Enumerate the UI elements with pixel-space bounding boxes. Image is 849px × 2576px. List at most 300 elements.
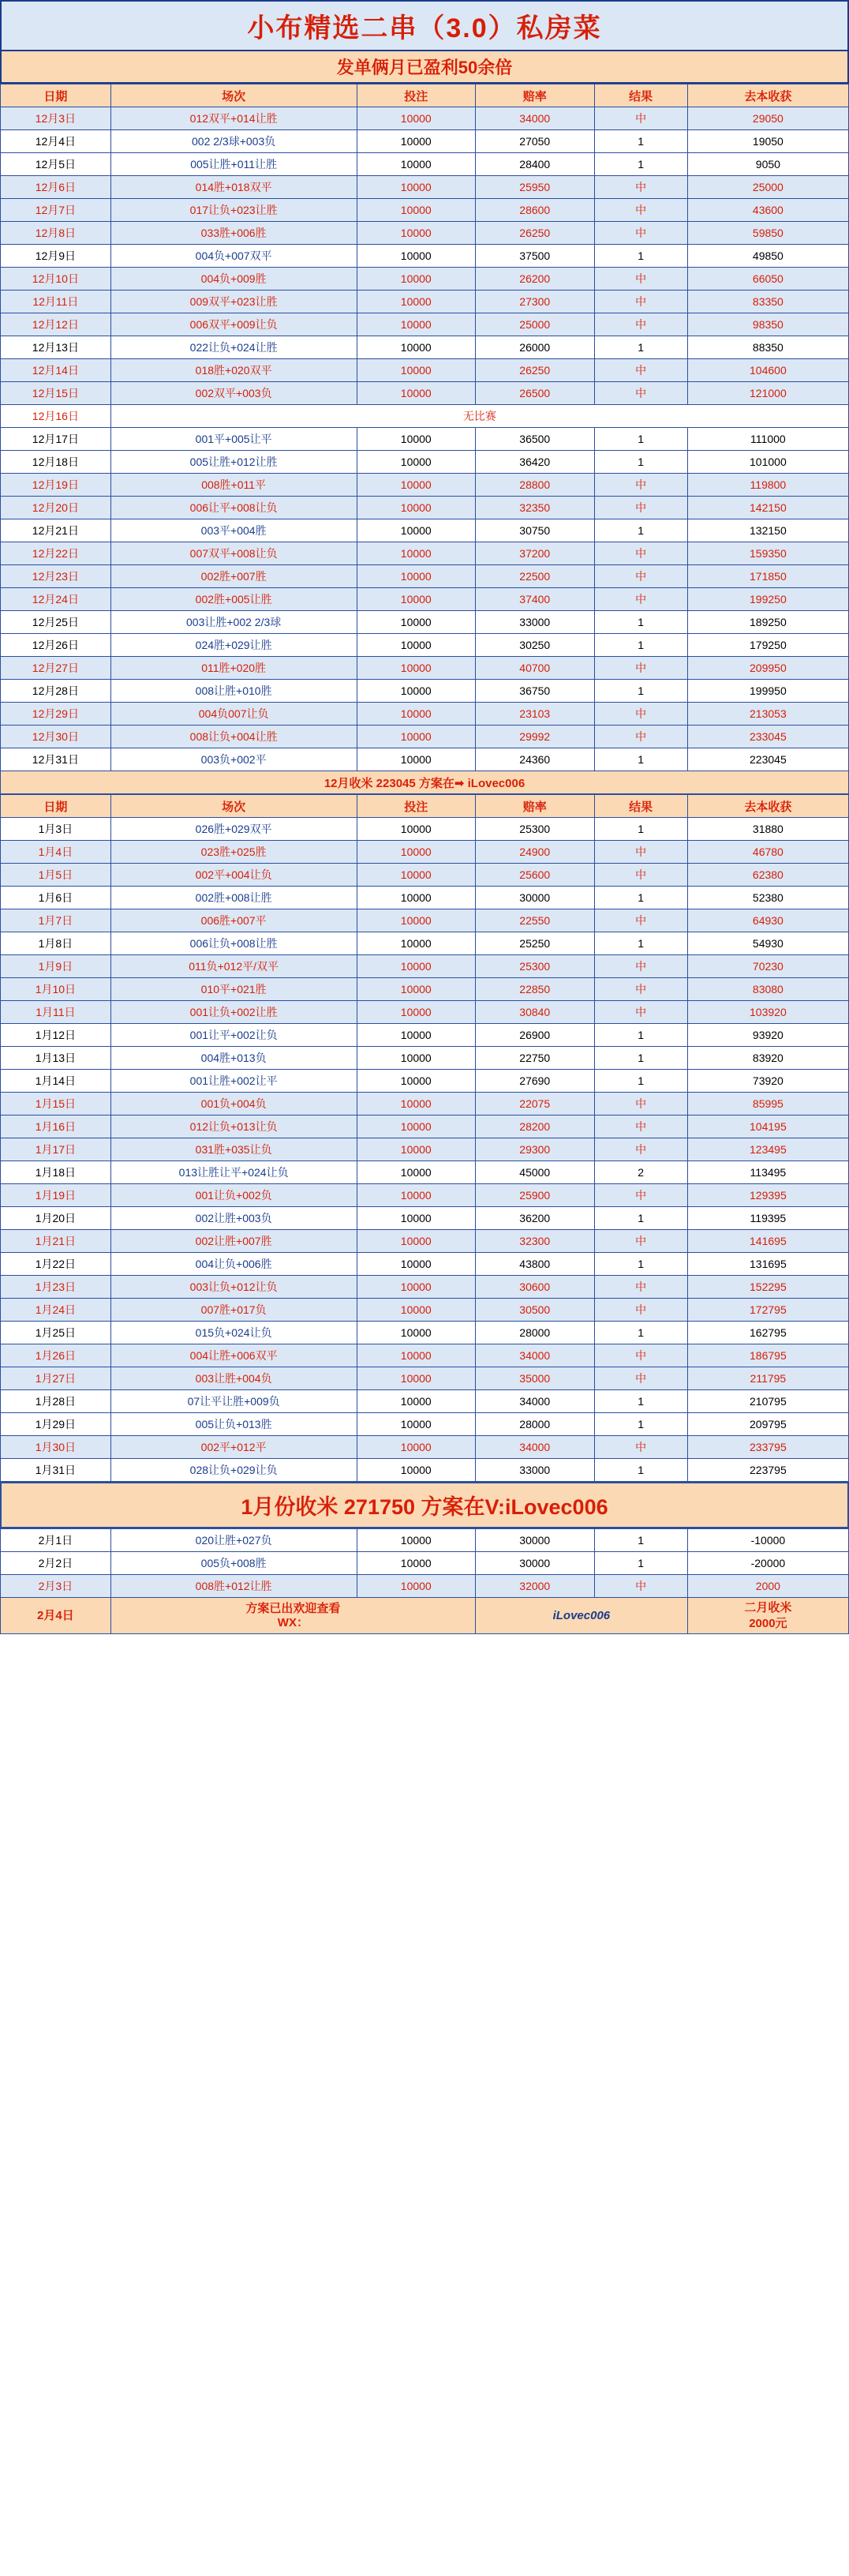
row-profit: 162795 (687, 1322, 848, 1344)
table-row (1, 611, 849, 634)
row-odds: 34000 (476, 1390, 595, 1413)
row-odds: 22500 (476, 565, 595, 588)
row-date: 12月12日 (1, 313, 111, 336)
row-bet: 10000 (357, 245, 476, 268)
table-row (1, 932, 849, 955)
row-result: 1 (594, 1047, 687, 1070)
row-bet: 10000 (357, 313, 476, 336)
row-match: 023胜+025胜 (110, 841, 357, 864)
table-row (1, 176, 849, 199)
row-odds: 28600 (476, 199, 595, 222)
row-bet: 10000 (357, 909, 476, 932)
table-row (1, 1024, 849, 1047)
table-row (1, 405, 849, 428)
row-odds: 25950 (476, 176, 595, 199)
row-profit: 73920 (687, 1070, 848, 1093)
row-profit: 159350 (687, 542, 848, 565)
row-result: 中 (594, 107, 687, 130)
row-odds: 26250 (476, 222, 595, 245)
row-bet: 10000 (357, 1552, 476, 1575)
row-odds: 40700 (476, 657, 595, 680)
table-row (1, 1575, 849, 1598)
table-row (1, 1207, 849, 1230)
row-date: 1月8日 (1, 932, 111, 955)
row-result: 中 (594, 1093, 687, 1116)
row-match: 008胜+011平 (110, 474, 357, 497)
table-row (1, 588, 849, 611)
row-odds: 25600 (476, 864, 595, 887)
row-bet: 10000 (357, 680, 476, 703)
row-match: 003让胜+004负 (110, 1367, 357, 1390)
row-date: 1月22日 (1, 1253, 111, 1276)
table-row (1, 428, 849, 451)
february-table (0, 1528, 849, 1634)
row-match: 013让胜让平+024让负 (110, 1161, 357, 1184)
row-odds: 28800 (476, 474, 595, 497)
table-row (1, 657, 849, 680)
row-result: 中 (594, 1001, 687, 1024)
row-profit: 179250 (687, 634, 848, 657)
row-date: 12月30日 (1, 726, 111, 748)
row-date: 1月29日 (1, 1413, 111, 1436)
row-bet: 10000 (357, 955, 476, 978)
row-bet: 10000 (357, 1024, 476, 1047)
row-profit: 209795 (687, 1413, 848, 1436)
row-bet: 10000 (357, 1047, 476, 1070)
row-profit: 189250 (687, 611, 848, 634)
table-row (1, 1299, 849, 1322)
row-odds: 22550 (476, 909, 595, 932)
row-result: 中 (594, 497, 687, 519)
row-match: 031胜+035让负 (110, 1138, 357, 1161)
february-footer-note (110, 1598, 475, 1634)
row-note: 无比赛 (110, 405, 848, 428)
row-result: 2 (594, 1161, 687, 1184)
row-odds: 28400 (476, 153, 595, 176)
row-date: 1月21日 (1, 1230, 111, 1253)
row-bet: 10000 (357, 474, 476, 497)
row-odds: 28000 (476, 1322, 595, 1344)
row-bet: 10000 (357, 1322, 476, 1344)
row-profit: 49850 (687, 245, 848, 268)
row-odds: 25300 (476, 818, 595, 841)
row-date: 12月16日 (1, 405, 111, 428)
table-row (1, 909, 849, 932)
row-profit: 62380 (687, 864, 848, 887)
row-profit: 54930 (687, 932, 848, 955)
row-odds: 34000 (476, 1344, 595, 1367)
row-match: 014胜+018双平 (110, 176, 357, 199)
row-bet: 10000 (357, 726, 476, 748)
row-date: 1月13日 (1, 1047, 111, 1070)
table-header-row (1, 84, 849, 107)
row-profit: 70230 (687, 955, 848, 978)
row-result: 中 (594, 1138, 687, 1161)
row-odds: 30750 (476, 519, 595, 542)
row-odds: 25250 (476, 932, 595, 955)
row-result: 1 (594, 1529, 687, 1552)
row-result: 中 (594, 909, 687, 932)
row-profit: 210795 (687, 1390, 848, 1413)
row-profit: 103920 (687, 1001, 848, 1024)
row-profit: 83920 (687, 1047, 848, 1070)
row-profit: 83080 (687, 978, 848, 1001)
footer-note-line2: WX： (277, 1615, 309, 1629)
row-bet: 10000 (357, 1367, 476, 1390)
table-row (1, 1390, 849, 1413)
row-profit: 52380 (687, 887, 848, 909)
row-result: 中 (594, 588, 687, 611)
row-odds: 45000 (476, 1161, 595, 1184)
row-match: 003让负+012让负 (110, 1276, 357, 1299)
row-match: 017让负+023让胜 (110, 199, 357, 222)
row-odds: 37200 (476, 542, 595, 565)
row-match: 008胜+012让胜 (110, 1575, 357, 1598)
row-odds: 26250 (476, 359, 595, 382)
row-odds: 22850 (476, 978, 595, 1001)
table-row (1, 451, 849, 474)
row-match: 004让胜+006双平 (110, 1344, 357, 1367)
row-odds: 27050 (476, 130, 595, 153)
row-profit: 19050 (687, 130, 848, 153)
row-result: 1 (594, 1552, 687, 1575)
row-result: 1 (594, 451, 687, 474)
row-odds: 37400 (476, 588, 595, 611)
table-header-row (1, 795, 849, 818)
page-title: 小布精选二串（3.0）私房菜 (247, 13, 602, 43)
row-odds: 22075 (476, 1093, 595, 1116)
row-date: 1月17日 (1, 1138, 111, 1161)
row-profit: 43600 (687, 199, 848, 222)
row-bet: 10000 (357, 1529, 476, 1552)
row-odds: 25000 (476, 313, 595, 336)
row-odds: 36420 (476, 451, 595, 474)
row-profit: -20000 (687, 1552, 848, 1575)
col-match: 场次 (110, 84, 357, 107)
col-profit: 去本收获 (687, 795, 848, 818)
row-result: 中 (594, 313, 687, 336)
row-bet: 10000 (357, 199, 476, 222)
row-result: 1 (594, 611, 687, 634)
table-row (1, 1093, 849, 1116)
row-match: 020让胜+027负 (110, 1529, 357, 1552)
row-date: 12月18日 (1, 451, 111, 474)
row-bet: 10000 (357, 176, 476, 199)
footer-note-line1: 方案已出欢迎查看 (245, 1601, 341, 1615)
row-date: 1月25日 (1, 1322, 111, 1344)
row-profit: 152295 (687, 1276, 848, 1299)
row-bet: 10000 (357, 841, 476, 864)
row-date: 1月4日 (1, 841, 111, 864)
row-date: 1月19日 (1, 1184, 111, 1207)
row-profit: 199250 (687, 588, 848, 611)
february-footer-contact[interactable]: iLovec006 (476, 1598, 688, 1634)
row-date: 1月23日 (1, 1276, 111, 1299)
row-date: 12月23日 (1, 565, 111, 588)
row-result: 中 (594, 841, 687, 864)
row-odds: 23103 (476, 703, 595, 726)
row-date: 12月29日 (1, 703, 111, 726)
row-odds: 33000 (476, 611, 595, 634)
row-profit: 66050 (687, 268, 848, 291)
row-result: 中 (594, 565, 687, 588)
table-row (1, 887, 849, 909)
table-row (1, 107, 849, 130)
row-odds: 25300 (476, 955, 595, 978)
row-result: 中 (594, 1184, 687, 1207)
january-table (0, 794, 849, 1482)
row-match: 010平+021胜 (110, 978, 357, 1001)
row-bet: 10000 (357, 864, 476, 887)
row-date: 12月20日 (1, 497, 111, 519)
february-footer-total (687, 1598, 848, 1634)
row-result: 中 (594, 1299, 687, 1322)
row-result: 中 (594, 359, 687, 382)
table-row (1, 1367, 849, 1390)
row-date: 1月31日 (1, 1459, 111, 1482)
december-body (1, 107, 849, 771)
row-result: 1 (594, 1413, 687, 1436)
row-match: 015负+024让负 (110, 1322, 357, 1344)
row-profit: 104600 (687, 359, 848, 382)
row-date: 12月28日 (1, 680, 111, 703)
row-match: 001平+005让平 (110, 428, 357, 451)
row-odds: 34000 (476, 107, 595, 130)
row-bet: 10000 (357, 1001, 476, 1024)
row-odds: 30500 (476, 1299, 595, 1322)
row-bet: 10000 (357, 497, 476, 519)
row-profit: 223795 (687, 1459, 848, 1482)
table-row (1, 336, 849, 359)
table-row (1, 382, 849, 405)
row-odds: 26500 (476, 382, 595, 405)
row-profit: 46780 (687, 841, 848, 864)
row-bet: 10000 (357, 1184, 476, 1207)
row-bet: 10000 (357, 1299, 476, 1322)
table-row (1, 1322, 849, 1344)
row-bet: 10000 (357, 542, 476, 565)
row-result: 中 (594, 1116, 687, 1138)
row-date: 12月17日 (1, 428, 111, 451)
row-odds: 30250 (476, 634, 595, 657)
row-bet: 10000 (357, 1207, 476, 1230)
row-profit: 59850 (687, 222, 848, 245)
table-row (1, 313, 849, 336)
row-bet: 10000 (357, 291, 476, 313)
row-profit: 119395 (687, 1207, 848, 1230)
row-date: 1月9日 (1, 955, 111, 978)
february-footer-date: 2月4日 (1, 1598, 111, 1634)
row-date: 1月30日 (1, 1436, 111, 1459)
row-profit: 233795 (687, 1436, 848, 1459)
row-bet: 10000 (357, 657, 476, 680)
row-result: 中 (594, 1367, 687, 1390)
row-match: 002胜+008让胜 (110, 887, 357, 909)
table-row (1, 245, 849, 268)
row-date: 12月15日 (1, 382, 111, 405)
row-date: 2月2日 (1, 1552, 111, 1575)
row-result: 1 (594, 818, 687, 841)
row-odds: 37500 (476, 245, 595, 268)
table-row (1, 1161, 849, 1184)
row-match: 07让平让胜+009负 (110, 1390, 357, 1413)
row-match: 001负+004负 (110, 1093, 357, 1116)
row-match: 005让胜+012让胜 (110, 451, 357, 474)
row-bet: 10000 (357, 1138, 476, 1161)
row-result: 1 (594, 1253, 687, 1276)
row-result: 1 (594, 634, 687, 657)
january-banner (0, 1482, 849, 1528)
table-row (1, 726, 849, 748)
table-row (1, 864, 849, 887)
row-odds: 29992 (476, 726, 595, 748)
row-odds: 30600 (476, 1276, 595, 1299)
row-match: 002 2/3球+003负 (110, 130, 357, 153)
col-date: 日期 (1, 795, 111, 818)
row-bet: 10000 (357, 1230, 476, 1253)
row-match: 007双平+008让负 (110, 542, 357, 565)
row-odds: 32300 (476, 1230, 595, 1253)
row-profit: 113495 (687, 1161, 848, 1184)
row-match: 004胜+013负 (110, 1047, 357, 1070)
row-result: 中 (594, 703, 687, 726)
row-match: 007胜+017负 (110, 1299, 357, 1322)
row-result: 中 (594, 222, 687, 245)
row-profit: 83350 (687, 291, 848, 313)
row-date: 12月27日 (1, 657, 111, 680)
row-bet: 10000 (357, 519, 476, 542)
row-bet: 10000 (357, 382, 476, 405)
col-odds: 赔率 (476, 795, 595, 818)
row-bet: 10000 (357, 359, 476, 382)
footer-total-value: 2000元 (749, 1616, 787, 1630)
row-result: 中 (594, 864, 687, 887)
row-profit: 25000 (687, 176, 848, 199)
row-match: 008让负+004让胜 (110, 726, 357, 748)
row-bet: 10000 (357, 222, 476, 245)
row-result: 1 (594, 680, 687, 703)
row-bet: 10000 (357, 887, 476, 909)
page-subtitle: 发单俩月已盈利50余倍 (336, 58, 513, 77)
row-bet: 10000 (357, 932, 476, 955)
row-bet: 10000 (357, 1276, 476, 1299)
row-result: 1 (594, 1322, 687, 1344)
row-profit: 93920 (687, 1024, 848, 1047)
table-row (1, 818, 849, 841)
row-result: 中 (594, 382, 687, 405)
row-bet: 10000 (357, 107, 476, 130)
row-bet: 10000 (357, 336, 476, 359)
row-bet: 10000 (357, 1390, 476, 1413)
row-profit: 111000 (687, 428, 848, 451)
row-date: 1月18日 (1, 1161, 111, 1184)
row-date: 12月3日 (1, 107, 111, 130)
row-profit: 98350 (687, 313, 848, 336)
row-match: 002平+004让负 (110, 864, 357, 887)
row-date: 12月31日 (1, 748, 111, 771)
row-date: 12月24日 (1, 588, 111, 611)
row-profit: 209950 (687, 657, 848, 680)
row-odds: 24360 (476, 748, 595, 771)
row-odds: 22750 (476, 1047, 595, 1070)
row-profit: 172795 (687, 1299, 848, 1322)
table-row (1, 542, 849, 565)
row-profit: 119800 (687, 474, 848, 497)
row-match: 005负+008胜 (110, 1552, 357, 1575)
table-row (1, 748, 849, 771)
table-row (1, 1230, 849, 1253)
row-profit: 9050 (687, 153, 848, 176)
table-row (1, 634, 849, 657)
december-summary-row (1, 771, 849, 794)
row-date: 12月25日 (1, 611, 111, 634)
row-date: 12月4日 (1, 130, 111, 153)
row-match: 008让胜+010胜 (110, 680, 357, 703)
row-odds: 26900 (476, 1024, 595, 1047)
row-bet: 10000 (357, 130, 476, 153)
table-row (1, 1276, 849, 1299)
row-odds: 29300 (476, 1138, 595, 1161)
row-result: 中 (594, 1436, 687, 1459)
row-bet: 10000 (357, 1459, 476, 1482)
row-profit: 85995 (687, 1093, 848, 1116)
table-row (1, 1413, 849, 1436)
row-result: 中 (594, 268, 687, 291)
row-odds: 30840 (476, 1001, 595, 1024)
row-date: 12月14日 (1, 359, 111, 382)
footer-total-label: 二月收米 (744, 1601, 792, 1614)
row-result: 1 (594, 428, 687, 451)
table-row (1, 359, 849, 382)
row-bet: 10000 (357, 818, 476, 841)
row-match: 003让胜+002 2/3球 (110, 611, 357, 634)
table-row (1, 130, 849, 153)
row-date: 12月8日 (1, 222, 111, 245)
row-result: 1 (594, 1207, 687, 1230)
row-match: 002平+012平 (110, 1436, 357, 1459)
table-row (1, 1047, 849, 1070)
row-bet: 10000 (357, 1116, 476, 1138)
row-odds: 35000 (476, 1367, 595, 1390)
row-result: 1 (594, 887, 687, 909)
row-date: 1月12日 (1, 1024, 111, 1047)
row-result: 中 (594, 1575, 687, 1598)
row-match: 026胜+029双平 (110, 818, 357, 841)
row-bet: 10000 (357, 588, 476, 611)
row-match: 005让胜+011让胜 (110, 153, 357, 176)
row-date: 1月20日 (1, 1207, 111, 1230)
row-result: 1 (594, 1459, 687, 1482)
table-row (1, 1184, 849, 1207)
row-profit: 104195 (687, 1116, 848, 1138)
row-bet: 10000 (357, 634, 476, 657)
table-row (1, 1070, 849, 1093)
row-result: 中 (594, 542, 687, 565)
row-date: 1月28日 (1, 1390, 111, 1413)
row-match: 011胜+020胜 (110, 657, 357, 680)
col-profit: 去本收获 (687, 84, 848, 107)
row-odds: 32000 (476, 1575, 595, 1598)
row-profit: 88350 (687, 336, 848, 359)
row-result: 中 (594, 474, 687, 497)
row-profit: 101000 (687, 451, 848, 474)
row-date: 12月9日 (1, 245, 111, 268)
row-date: 1月10日 (1, 978, 111, 1001)
row-date: 12月22日 (1, 542, 111, 565)
row-match: 018胜+020双平 (110, 359, 357, 382)
row-date: 12月10日 (1, 268, 111, 291)
row-result: 1 (594, 245, 687, 268)
